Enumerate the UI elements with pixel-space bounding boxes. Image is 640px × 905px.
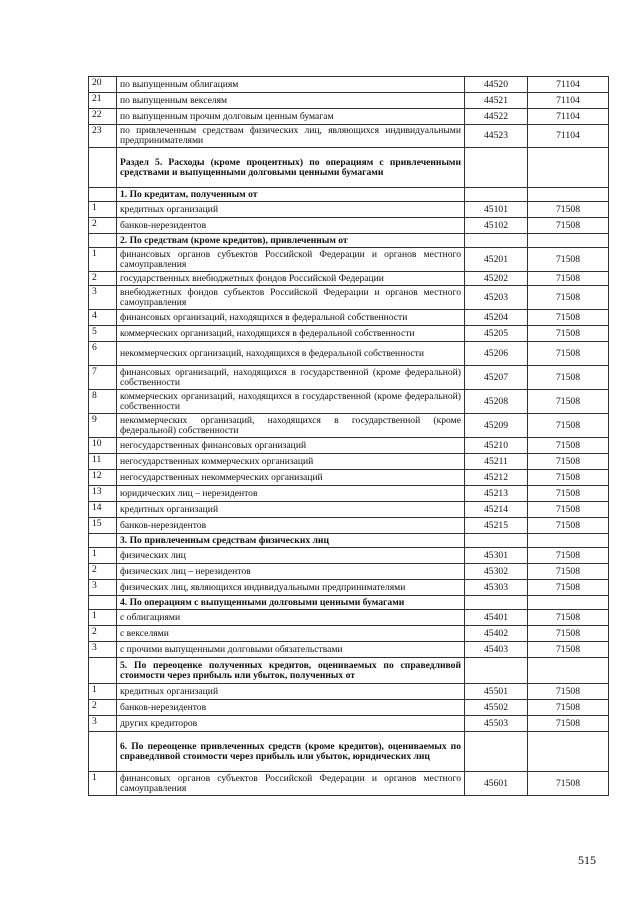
- row-description: по выпущенным векселям: [117, 93, 465, 109]
- row-number: [89, 534, 117, 548]
- symbol-code: 71508: [528, 342, 609, 366]
- row-description: банков-нерезидентов: [117, 218, 465, 234]
- symbol-code: 71508: [528, 454, 609, 470]
- row-description: юридических лиц – нерезидентов: [117, 486, 465, 502]
- account-code: 45210: [465, 438, 528, 454]
- table-row: [89, 125, 609, 148]
- account-code: 45501: [465, 684, 528, 700]
- account-code: 45301: [465, 548, 528, 564]
- symbol-code: 71508: [528, 700, 609, 716]
- row-number: 10: [89, 438, 117, 454]
- table-row: [89, 486, 609, 502]
- account-code: 45403: [465, 642, 528, 658]
- account-code: [465, 148, 528, 188]
- row-number: 21: [89, 93, 117, 109]
- symbol-code: 71508: [528, 390, 609, 414]
- row-number: 1: [89, 202, 117, 218]
- table-row: [89, 548, 609, 564]
- row-number: 4: [89, 310, 117, 326]
- symbol-code: 71508: [528, 218, 609, 234]
- row-description: внебюджетных фондов субъектов Российской Федерации и органов местного самоуправления: [117, 286, 465, 310]
- row-description: банков-нерезидентов: [117, 518, 465, 534]
- row-number: 9: [89, 414, 117, 438]
- row-number: 3: [89, 286, 117, 310]
- row-number: [89, 234, 117, 248]
- row-description: других кредиторов: [117, 716, 465, 732]
- row-description: 4. По операциям с выпущенными долговыми ценными бумагами: [117, 596, 465, 610]
- row-description: по выпущенным облигациям: [117, 77, 465, 93]
- row-number: 13: [89, 486, 117, 502]
- row-description: с векселями: [117, 626, 465, 642]
- table-row: [89, 248, 609, 272]
- account-code: [465, 596, 528, 610]
- symbol-code: 71104: [528, 109, 609, 125]
- account-code: 45502: [465, 700, 528, 716]
- table-row: [89, 310, 609, 326]
- accounts-table: [88, 76, 609, 796]
- section-header-row: [89, 658, 609, 684]
- symbol-code: [528, 658, 609, 684]
- row-description: банков-нерезидентов: [117, 700, 465, 716]
- account-code: [465, 188, 528, 202]
- section-header-row: [89, 534, 609, 548]
- symbol-code: 71508: [528, 610, 609, 626]
- account-code: 45209: [465, 414, 528, 438]
- row-number: 7: [89, 366, 117, 390]
- symbol-code: [528, 534, 609, 548]
- symbol-code: 71508: [528, 772, 609, 796]
- symbol-code: 71104: [528, 93, 609, 109]
- symbol-code: 71508: [528, 470, 609, 486]
- row-number: 6: [89, 342, 117, 366]
- account-code: 45402: [465, 626, 528, 642]
- row-description: кредитных организаций: [117, 502, 465, 518]
- table-row: [89, 390, 609, 414]
- account-code: 45303: [465, 580, 528, 596]
- page-number: 515: [578, 853, 596, 867]
- table-row: [89, 326, 609, 342]
- account-code: [465, 732, 528, 772]
- account-code: 44521: [465, 93, 528, 109]
- table-row: [89, 716, 609, 732]
- row-number: [89, 658, 117, 684]
- row-description: финансовых организаций, находящихся в государственной (кроме федеральной) собственности: [117, 366, 465, 390]
- row-description: по выпущенным прочим долговым ценным бумагам: [117, 109, 465, 125]
- account-code: [465, 658, 528, 684]
- account-code: 45205: [465, 326, 528, 342]
- account-code: 45213: [465, 486, 528, 502]
- symbol-code: [528, 596, 609, 610]
- row-number: [89, 596, 117, 610]
- account-code: 45503: [465, 716, 528, 732]
- account-code: 44520: [465, 77, 528, 93]
- row-number: [89, 148, 117, 188]
- account-code: 45207: [465, 366, 528, 390]
- table-row: [89, 414, 609, 438]
- table-row: [89, 366, 609, 390]
- row-description: негосударственных некоммерческих организаций: [117, 470, 465, 486]
- row-number: 1: [89, 610, 117, 626]
- account-code: 45208: [465, 390, 528, 414]
- symbol-code: 71508: [528, 202, 609, 218]
- row-description: 6. По переоценке привлеченных средств (кроме кредитов), оцениваемых по справедливой стоимости через прибыль или убыток, юридических лиц: [117, 732, 465, 772]
- row-description: кредитных организаций: [117, 202, 465, 218]
- row-number: 2: [89, 272, 117, 286]
- row-number: 2: [89, 626, 117, 642]
- row-description: физических лиц, являющихся индивидуальными предпринимателями: [117, 580, 465, 596]
- section-header-row: [89, 234, 609, 248]
- row-number: 1: [89, 684, 117, 700]
- row-description: государственных внебюджетных фондов Российской Федерации: [117, 272, 465, 286]
- row-description: 1. По кредитам, полученным от: [117, 188, 465, 202]
- table-row: [89, 202, 609, 218]
- row-number: 1: [89, 248, 117, 272]
- row-number: 14: [89, 502, 117, 518]
- account-code: 45601: [465, 772, 528, 796]
- symbol-code: 71104: [528, 77, 609, 93]
- row-description: с облигациями: [117, 610, 465, 626]
- symbol-code: 71508: [528, 580, 609, 596]
- table-row: [89, 77, 609, 93]
- row-description: некоммерческих организаций, находящихся в федеральной собственности: [117, 342, 465, 366]
- row-number: 1: [89, 548, 117, 564]
- row-number: 12: [89, 470, 117, 486]
- symbol-code: 71508: [528, 366, 609, 390]
- symbol-code: 71508: [528, 716, 609, 732]
- table-row: [89, 502, 609, 518]
- account-code: 45204: [465, 310, 528, 326]
- account-code: [465, 534, 528, 548]
- symbol-code: 71508: [528, 248, 609, 272]
- table-row: [89, 438, 609, 454]
- table-row: [89, 626, 609, 642]
- account-code: 45203: [465, 286, 528, 310]
- row-number: [89, 732, 117, 772]
- row-description: 5. По переоценке полученных кредитов, оцениваемых по справедливой стоимости через прибыль или убыток, полученных от: [117, 658, 465, 684]
- row-description: с прочими выпущенными долговыми обязательствами: [117, 642, 465, 658]
- symbol-code: [528, 148, 609, 188]
- row-number: 3: [89, 580, 117, 596]
- symbol-code: [528, 188, 609, 202]
- row-description: физических лиц – нерезидентов: [117, 564, 465, 580]
- row-number: 15: [89, 518, 117, 534]
- symbol-code: 71508: [528, 438, 609, 454]
- table-row: [89, 580, 609, 596]
- symbol-code: 71508: [528, 642, 609, 658]
- row-number: 22: [89, 109, 117, 125]
- account-code: 45101: [465, 202, 528, 218]
- table-row: [89, 218, 609, 234]
- account-code: 45302: [465, 564, 528, 580]
- section-header-row: [89, 188, 609, 202]
- symbol-code: 71508: [528, 684, 609, 700]
- table-row: [89, 642, 609, 658]
- row-description: негосударственных финансовых организаций: [117, 438, 465, 454]
- symbol-code: 71508: [528, 548, 609, 564]
- row-description: финансовых органов субъектов Российской Федерации и органов местного самоуправления: [117, 248, 465, 272]
- table-row: [89, 93, 609, 109]
- account-code: [465, 234, 528, 248]
- account-code: 45211: [465, 454, 528, 470]
- table-row: [89, 610, 609, 626]
- table-row: [89, 470, 609, 486]
- row-number: 2: [89, 700, 117, 716]
- row-number: 3: [89, 716, 117, 732]
- row-number: 2: [89, 218, 117, 234]
- row-description: 3. По привлеченным средствам физических лиц: [117, 534, 465, 548]
- account-code: 45212: [465, 470, 528, 486]
- row-description: 2. По средствам (кроме кредитов), привлеченным от: [117, 234, 465, 248]
- row-number: 23: [89, 125, 117, 148]
- row-description: негосударственных коммерческих организаций: [117, 454, 465, 470]
- table-row: [89, 684, 609, 700]
- account-code: 45206: [465, 342, 528, 366]
- symbol-code: 71508: [528, 564, 609, 580]
- account-code: 45202: [465, 272, 528, 286]
- table-row: [89, 109, 609, 125]
- account-code: 45215: [465, 518, 528, 534]
- table-row: [89, 518, 609, 534]
- row-description: коммерческих организаций, находящихся в государственной (кроме федеральной) собственности: [117, 390, 465, 414]
- row-description: по привлеченным средствам физических лиц, являющихся индивидуальными предпринимателями: [117, 125, 465, 148]
- account-code: 45102: [465, 218, 528, 234]
- row-description: кредитных организаций: [117, 684, 465, 700]
- row-number: 8: [89, 390, 117, 414]
- section-header-row: [89, 596, 609, 610]
- table-row: [89, 564, 609, 580]
- symbol-code: 71508: [528, 414, 609, 438]
- symbol-code: 71508: [528, 326, 609, 342]
- symbol-code: 71508: [528, 502, 609, 518]
- symbol-code: 71508: [528, 286, 609, 310]
- table-row: [89, 700, 609, 716]
- row-description: некоммерческих организаций, находящихся в государственной (кроме федеральной) собственности: [117, 414, 465, 438]
- symbol-code: [528, 234, 609, 248]
- symbol-code: 71508: [528, 486, 609, 502]
- account-code: 44523: [465, 125, 528, 148]
- symbol-code: 71508: [528, 626, 609, 642]
- row-number: 1: [89, 772, 117, 796]
- symbol-code: 71508: [528, 310, 609, 326]
- account-code: 45201: [465, 248, 528, 272]
- row-number: 20: [89, 77, 117, 93]
- symbol-code: 71508: [528, 272, 609, 286]
- row-number: [89, 188, 117, 202]
- table-row: [89, 272, 609, 286]
- symbol-code: 71508: [528, 518, 609, 534]
- row-description: физических лиц: [117, 548, 465, 564]
- table-row: [89, 454, 609, 470]
- row-number: 2: [89, 564, 117, 580]
- row-description: Раздел 5. Расходы (кроме процентных) по операциям с привлеченными средствами и выпущенными долговыми ценными бумагами: [117, 148, 465, 188]
- section-header-row: [89, 732, 609, 772]
- row-number: 5: [89, 326, 117, 342]
- row-description: коммерческих организаций, находящихся в федеральной собственности: [117, 326, 465, 342]
- account-code: 44522: [465, 109, 528, 125]
- row-number: 11: [89, 454, 117, 470]
- account-code: 45401: [465, 610, 528, 626]
- section-header-row: [89, 148, 609, 188]
- table-row: [89, 772, 609, 796]
- row-description: финансовых организаций, находящихся в федеральной собственности: [117, 310, 465, 326]
- symbol-code: [528, 732, 609, 772]
- row-description: финансовых органов субъектов Российской Федерации и органов местного самоуправления: [117, 772, 465, 796]
- row-number: 3: [89, 642, 117, 658]
- symbol-code: 71104: [528, 125, 609, 148]
- table-row: [89, 342, 609, 366]
- table-row: [89, 286, 609, 310]
- account-code: 45214: [465, 502, 528, 518]
